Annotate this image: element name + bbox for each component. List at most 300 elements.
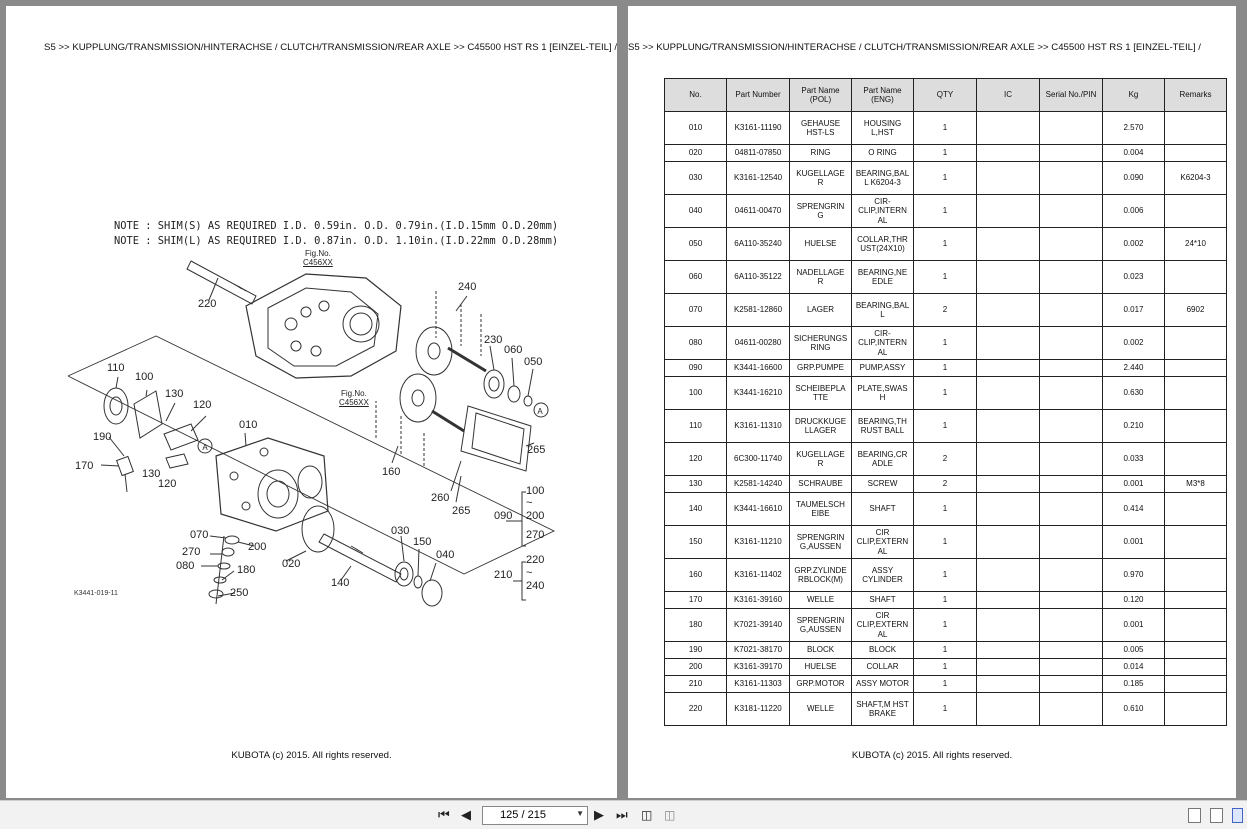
marker-a-right: A [537, 407, 543, 416]
table-cell [977, 377, 1040, 410]
callout-250: 250 [230, 587, 249, 599]
table-cell [1040, 327, 1103, 360]
table-row [665, 112, 1227, 145]
breadcrumb-header: S5 >> KUPPLUNG/TRANSMISSION/HINTERACHSE / CLUTCH/TRANSMISSION/REAR AXLE >> C45500 HST RS 1 [EINZEL-TEIL] / [44, 42, 617, 53]
column-header: Part Number [727, 79, 790, 112]
drawing-id: K3441-019-11 [74, 590, 118, 597]
table-cell: KUGELLAGE R [790, 162, 852, 195]
table-cell [1165, 493, 1227, 526]
table-cell [1040, 642, 1103, 659]
callout-030: 030 [391, 525, 410, 537]
table-cell: 1 [914, 377, 977, 410]
table-cell: 010 [665, 112, 727, 145]
table-cell: 0.002 [1103, 327, 1165, 360]
table-row [665, 676, 1227, 693]
table-cell: 150 [665, 526, 727, 559]
callout-265: 265 [527, 444, 546, 456]
table-cell: 0.005 [1103, 642, 1165, 659]
table-cell: ASSY MOTOR [852, 676, 914, 693]
table-cell [1165, 261, 1227, 294]
table-cell: BEARING,BAL L [852, 294, 914, 327]
callout-130: 130 [142, 468, 161, 480]
table-row [665, 360, 1227, 377]
note-shim-s: NOTE : SHIM(S) AS REQUIRED I.D. 0.59in. O.D. 0.79in.(I.D.15mm O.D.20mm) [114, 220, 559, 232]
table-cell: 1 [914, 195, 977, 228]
table-cell: 1 [914, 642, 977, 659]
table-row [665, 162, 1227, 195]
marker-a-left: A [202, 443, 208, 452]
table-cell: 0.017 [1103, 294, 1165, 327]
table-cell: 110 [665, 410, 727, 443]
table-cell [1165, 443, 1227, 476]
table-cell: 6A110-35122 [727, 261, 790, 294]
callout-270: 270 [182, 546, 201, 558]
table-cell [977, 261, 1040, 294]
table-cell: K2581-12860 [727, 294, 790, 327]
table-row [665, 410, 1227, 443]
table-cell: 100 [665, 377, 727, 410]
table-cell: BEARING,TH RUST BALL [852, 410, 914, 443]
callout-050: 050 [524, 356, 543, 368]
callout-230: 230 [484, 334, 503, 346]
table-cell [1165, 676, 1227, 693]
table-cell: 2.440 [1103, 360, 1165, 377]
callout-160: 160 [382, 466, 401, 478]
table-cell [1165, 659, 1227, 676]
table-cell: SHAFT [852, 493, 914, 526]
callout-070: 070 [190, 529, 209, 541]
table-cell: K6204-3 [1165, 162, 1227, 195]
table-cell [1165, 410, 1227, 443]
parts-table [664, 78, 1227, 726]
column-header: Part Name (ENG) [852, 79, 914, 112]
table-cell: CIR- CLIP,INTERN AL [852, 327, 914, 360]
table-cell: 1 [914, 410, 977, 443]
table-cell: 080 [665, 327, 727, 360]
table-cell [1040, 609, 1103, 642]
table-cell: 2.570 [1103, 112, 1165, 145]
table-cell: 0.414 [1103, 493, 1165, 526]
table-cell [1040, 676, 1103, 693]
table-cell [977, 228, 1040, 261]
table-cell: HUELSE [790, 659, 852, 676]
table-cell: 1 [914, 592, 977, 609]
fit-width-icon[interactable]: ◫ [664, 808, 676, 822]
table-cell: BLOCK [790, 642, 852, 659]
table-cell [1040, 493, 1103, 526]
callout-110: 110 [107, 362, 125, 374]
fig-label: Fig.No. [305, 249, 331, 258]
table-cell: BLOCK [852, 642, 914, 659]
table-row [665, 693, 1227, 726]
table-cell [1165, 642, 1227, 659]
table-cell [977, 294, 1040, 327]
table-cell: 0.610 [1103, 693, 1165, 726]
range-tilde: ~ [526, 567, 533, 579]
table-cell [1165, 145, 1227, 162]
facing-pages-view-icon[interactable] [1232, 808, 1243, 823]
table-cell [977, 327, 1040, 360]
table-cell: 040 [665, 195, 727, 228]
table-cell: 070 [665, 294, 727, 327]
table-cell: NADELLAGE R [790, 261, 852, 294]
table-cell [1040, 693, 1103, 726]
table-cell [1165, 693, 1227, 726]
table-cell [1165, 559, 1227, 592]
table-cell [977, 693, 1040, 726]
copyright-footer: KUBOTA (c) 2015. All rights reserved. [851, 750, 1013, 761]
callout-180: 180 [237, 564, 256, 576]
callout-120: 120 [193, 399, 212, 411]
table-cell [977, 443, 1040, 476]
first-page-icon[interactable]: ⏮ [438, 807, 450, 822]
table-cell [1040, 162, 1103, 195]
table-cell: K3161-39170 [727, 659, 790, 676]
table-cell: SPRENGRIN G,AUSSEN [790, 609, 852, 642]
table-cell: GRP.MOTOR [790, 676, 852, 693]
table-cell: 160 [665, 559, 727, 592]
table-cell [1040, 443, 1103, 476]
table-cell: BEARING,BAL L K6204-3 [852, 162, 914, 195]
table-cell: COLLAR,THR UST(24X10) [852, 228, 914, 261]
table-cell [977, 410, 1040, 443]
table-cell: K3161-11402 [727, 559, 790, 592]
table-row [665, 443, 1227, 476]
table-cell: 030 [665, 162, 727, 195]
table-cell [1165, 609, 1227, 642]
fit-page-icon[interactable]: ◫ [641, 808, 653, 822]
table-cell: 1 [914, 112, 977, 145]
callout-140: 140 [331, 577, 350, 589]
fig-code: C456XX [339, 398, 369, 407]
table-cell [977, 592, 1040, 609]
table-cell: 0.014 [1103, 659, 1165, 676]
table-cell: 04611-00470 [727, 195, 790, 228]
table-cell: CIR CLIP,EXTERN AL [852, 609, 914, 642]
table-cell [1165, 377, 1227, 410]
table-cell: 0.630 [1103, 377, 1165, 410]
table-cell: 1 [914, 559, 977, 592]
table-row [665, 195, 1227, 228]
table-cell: SCREW [852, 476, 914, 493]
table-cell: SHAFT,M HST BRAKE [852, 693, 914, 726]
table-cell: 0.001 [1103, 526, 1165, 559]
table-cell: SHAFT [852, 592, 914, 609]
right-page [628, 6, 1236, 798]
table-cell [977, 659, 1040, 676]
fig-label: Fig.No. [341, 389, 367, 398]
column-header: QTY [914, 79, 977, 112]
table-cell: 6A110-35240 [727, 228, 790, 261]
table-cell [1040, 476, 1103, 493]
callout-240: 240 [458, 281, 477, 293]
table-cell [977, 642, 1040, 659]
callout-260: 260 [431, 492, 450, 504]
table-cell [977, 526, 1040, 559]
table-cell: 1 [914, 145, 977, 162]
callout-150: 150 [413, 536, 432, 548]
table-row [665, 261, 1227, 294]
table-cell [977, 493, 1040, 526]
table-cell [1040, 559, 1103, 592]
column-header: No. [665, 79, 727, 112]
column-header: Part Name (POL) [790, 79, 852, 112]
table-cell: BEARING,NE EDLE [852, 261, 914, 294]
table-cell: 020 [665, 145, 727, 162]
table-cell: 0.970 [1103, 559, 1165, 592]
viewer-toolbar [0, 800, 1247, 829]
table-cell: K3161-12540 [727, 162, 790, 195]
fig-ref-upper [303, 249, 333, 267]
table-cell: 0.033 [1103, 443, 1165, 476]
table-cell: K7021-39140 [727, 609, 790, 642]
callout-060: 060 [504, 344, 523, 356]
range-tilde: ~ [526, 497, 533, 509]
table-row [665, 642, 1227, 659]
table-cell: 0.006 [1103, 195, 1165, 228]
table-cell: K3161-11303 [727, 676, 790, 693]
last-page-icon[interactable]: ⏭ [616, 807, 628, 822]
table-cell: 6902 [1165, 294, 1227, 327]
column-header: IC [977, 79, 1040, 112]
table-cell [1165, 195, 1227, 228]
callout-200: 200 [526, 510, 545, 522]
table-row [665, 294, 1227, 327]
table-cell: 04611-00280 [727, 327, 790, 360]
callout-270: 270 [526, 529, 545, 541]
table-row [665, 476, 1227, 493]
table-cell [1165, 327, 1227, 360]
table-cell [1040, 294, 1103, 327]
table-cell: K3161-11210 [727, 526, 790, 559]
table-cell: KUGELLAGE R [790, 443, 852, 476]
table-cell: RING [790, 145, 852, 162]
table-cell [1165, 526, 1227, 559]
table-cell: 2 [914, 476, 977, 493]
table-cell: DRUCKKUGE LLAGER [790, 410, 852, 443]
callout-190: 190 [93, 431, 112, 443]
table-row [665, 228, 1227, 261]
table-cell: 6C300-11740 [727, 443, 790, 476]
callout-220: 220 [526, 554, 545, 566]
table-cell: K3161-11190 [727, 112, 790, 145]
table-cell: 0.023 [1103, 261, 1165, 294]
table-cell [977, 476, 1040, 493]
table-cell: 2 [914, 443, 977, 476]
table-cell: 1 [914, 228, 977, 261]
table-cell: BEARING,CR ADLE [852, 443, 914, 476]
table-cell: 1 [914, 493, 977, 526]
table-cell: O RING [852, 145, 914, 162]
table-cell: SCHRAUBE [790, 476, 852, 493]
table-cell [1040, 410, 1103, 443]
table-cell: 180 [665, 609, 727, 642]
table-cell: HUELSE [790, 228, 852, 261]
prev-page-icon[interactable]: ◀ [461, 807, 471, 822]
table-cell: 0.090 [1103, 162, 1165, 195]
table-cell: SPRENGRIN G [790, 195, 852, 228]
table-row [665, 327, 1227, 360]
exploded-parts-diagram [6, 6, 617, 798]
table-cell: 04811-07850 [727, 145, 790, 162]
callout-130: 130 [165, 388, 184, 400]
table-cell: K3441-16610 [727, 493, 790, 526]
table-cell: 1 [914, 162, 977, 195]
table-cell [1040, 526, 1103, 559]
table-cell [1040, 261, 1103, 294]
table-cell: PLATE,SWAS H [852, 377, 914, 410]
fig-code: C456XX [303, 258, 333, 267]
table-header-row [665, 79, 1227, 112]
table-cell: M3*8 [1165, 476, 1227, 493]
table-cell: TAUMELSCH EIBE [790, 493, 852, 526]
table-cell: ASSY CYLINDER [852, 559, 914, 592]
table-cell: 120 [665, 443, 727, 476]
callout-080: 080 [176, 560, 195, 572]
table-cell [977, 112, 1040, 145]
table-cell: 060 [665, 261, 727, 294]
table-cell [1165, 592, 1227, 609]
table-cell: 0.120 [1103, 592, 1165, 609]
table-cell [977, 145, 1040, 162]
table-cell: K7021-38170 [727, 642, 790, 659]
table-cell [1040, 195, 1103, 228]
table-cell [1040, 377, 1103, 410]
table-row [665, 659, 1227, 676]
callout-100: 100 [526, 485, 545, 497]
page-number-field[interactable] [482, 806, 588, 825]
table-cell: K3161-39160 [727, 592, 790, 609]
table-cell: COLLAR [852, 659, 914, 676]
callout-010: 010 [239, 419, 258, 431]
table-cell: CIR CLIP,EXTERN AL [852, 526, 914, 559]
table-cell [977, 360, 1040, 377]
callout-040: 040 [436, 549, 455, 561]
table-cell: 1 [914, 526, 977, 559]
table-cell: 130 [665, 476, 727, 493]
callout-020: 020 [282, 558, 301, 570]
table-cell [1165, 112, 1227, 145]
callout-240: 240 [526, 580, 545, 592]
table-cell: 0.210 [1103, 410, 1165, 443]
table-cell: 0.004 [1103, 145, 1165, 162]
table-cell: GRP.PUMPE [790, 360, 852, 377]
continuous-view-icon[interactable] [1210, 808, 1223, 823]
table-cell [1040, 112, 1103, 145]
table-cell: 0.001 [1103, 609, 1165, 642]
table-cell: HOUSING L,HST [852, 112, 914, 145]
table-row [665, 526, 1227, 559]
copyright-footer: KUBOTA (c) 2015. All rights reserved. [231, 750, 392, 761]
table-cell: K3181-11220 [727, 693, 790, 726]
table-cell: 1 [914, 659, 977, 676]
table-cell: K3161-11310 [727, 410, 790, 443]
table-cell: 24*10 [1165, 228, 1227, 261]
table-cell [977, 195, 1040, 228]
table-cell [1040, 228, 1103, 261]
callout-170: 170 [75, 460, 94, 472]
table-row [665, 145, 1227, 162]
left-page [6, 6, 617, 798]
table-cell [1040, 360, 1103, 377]
table-cell [977, 559, 1040, 592]
table-row [665, 493, 1227, 526]
single-page-view-icon[interactable] [1188, 808, 1201, 823]
table-cell: 0.185 [1103, 676, 1165, 693]
table-row [665, 377, 1227, 410]
table-cell [977, 609, 1040, 642]
table-cell: 1 [914, 609, 977, 642]
callout-120: 120 [158, 478, 177, 490]
table-cell: 2 [914, 294, 977, 327]
table-cell: SCHEIBEPLA TTE [790, 377, 852, 410]
table-cell: 050 [665, 228, 727, 261]
table-cell: K3441-16210 [727, 377, 790, 410]
table-cell: K3441-16600 [727, 360, 790, 377]
table-cell: 140 [665, 493, 727, 526]
table-cell: 0.001 [1103, 476, 1165, 493]
table-cell: 210 [665, 676, 727, 693]
callout-265: 265 [452, 505, 471, 517]
callout-100: 100 [135, 371, 154, 383]
table-cell [1165, 360, 1227, 377]
table-cell: K2581-14240 [727, 476, 790, 493]
callout-200: 200 [248, 541, 267, 553]
table-row [665, 559, 1227, 592]
callout-220: 220 [198, 298, 217, 310]
table-cell: 170 [665, 592, 727, 609]
table-body [665, 112, 1227, 726]
table-cell [977, 162, 1040, 195]
table-cell: LAGER [790, 294, 852, 327]
callout-210: 210 [494, 569, 513, 581]
table-row [665, 609, 1227, 642]
table-cell: 190 [665, 642, 727, 659]
table-cell: 1 [914, 693, 977, 726]
table-cell: CIR- CLIP,INTERN AL [852, 195, 914, 228]
table-cell: 0.002 [1103, 228, 1165, 261]
table-cell: PUMP,ASSY [852, 360, 914, 377]
table-cell: 090 [665, 360, 727, 377]
next-page-icon[interactable]: ▶ [594, 807, 604, 822]
table-cell [1040, 145, 1103, 162]
page-input[interactable] [483, 807, 563, 822]
table-cell: 220 [665, 693, 727, 726]
callout-090: 090 [494, 510, 513, 522]
table-cell: SPRENGRIN G,AUSSEN [790, 526, 852, 559]
column-header: Serial No./PIN [1040, 79, 1103, 112]
note-shim-l: NOTE : SHIM(L) AS REQUIRED I.D. 0.87in. O.D. 1.10in.(I.D.22mm O.D.28mm) [114, 235, 559, 247]
table-cell: 200 [665, 659, 727, 676]
table-cell: SICHERUNGS RING [790, 327, 852, 360]
table-cell: GRP.ZYLINDE RBLOCK(M) [790, 559, 852, 592]
table-cell: WELLE [790, 592, 852, 609]
table-cell: 1 [914, 327, 977, 360]
table-cell [1040, 592, 1103, 609]
table-cell: 1 [914, 676, 977, 693]
breadcrumb-header: S5 >> KUPPLUNG/TRANSMISSION/HINTERACHSE / CLUTCH/TRANSMISSION/REAR AXLE >> C45500 HST RS 1 [EINZEL-TEIL] / [628, 42, 1201, 53]
table-cell: 1 [914, 261, 977, 294]
table-row [665, 592, 1227, 609]
table-cell: WELLE [790, 693, 852, 726]
chevron-down-icon[interactable]: ▼ [576, 809, 584, 818]
table-cell: 1 [914, 360, 977, 377]
column-header: Remarks [1165, 79, 1227, 112]
table-cell: GEHAUSE HST-LS [790, 112, 852, 145]
table-cell [977, 676, 1040, 693]
table-cell [1040, 659, 1103, 676]
column-header: Kg [1103, 79, 1165, 112]
